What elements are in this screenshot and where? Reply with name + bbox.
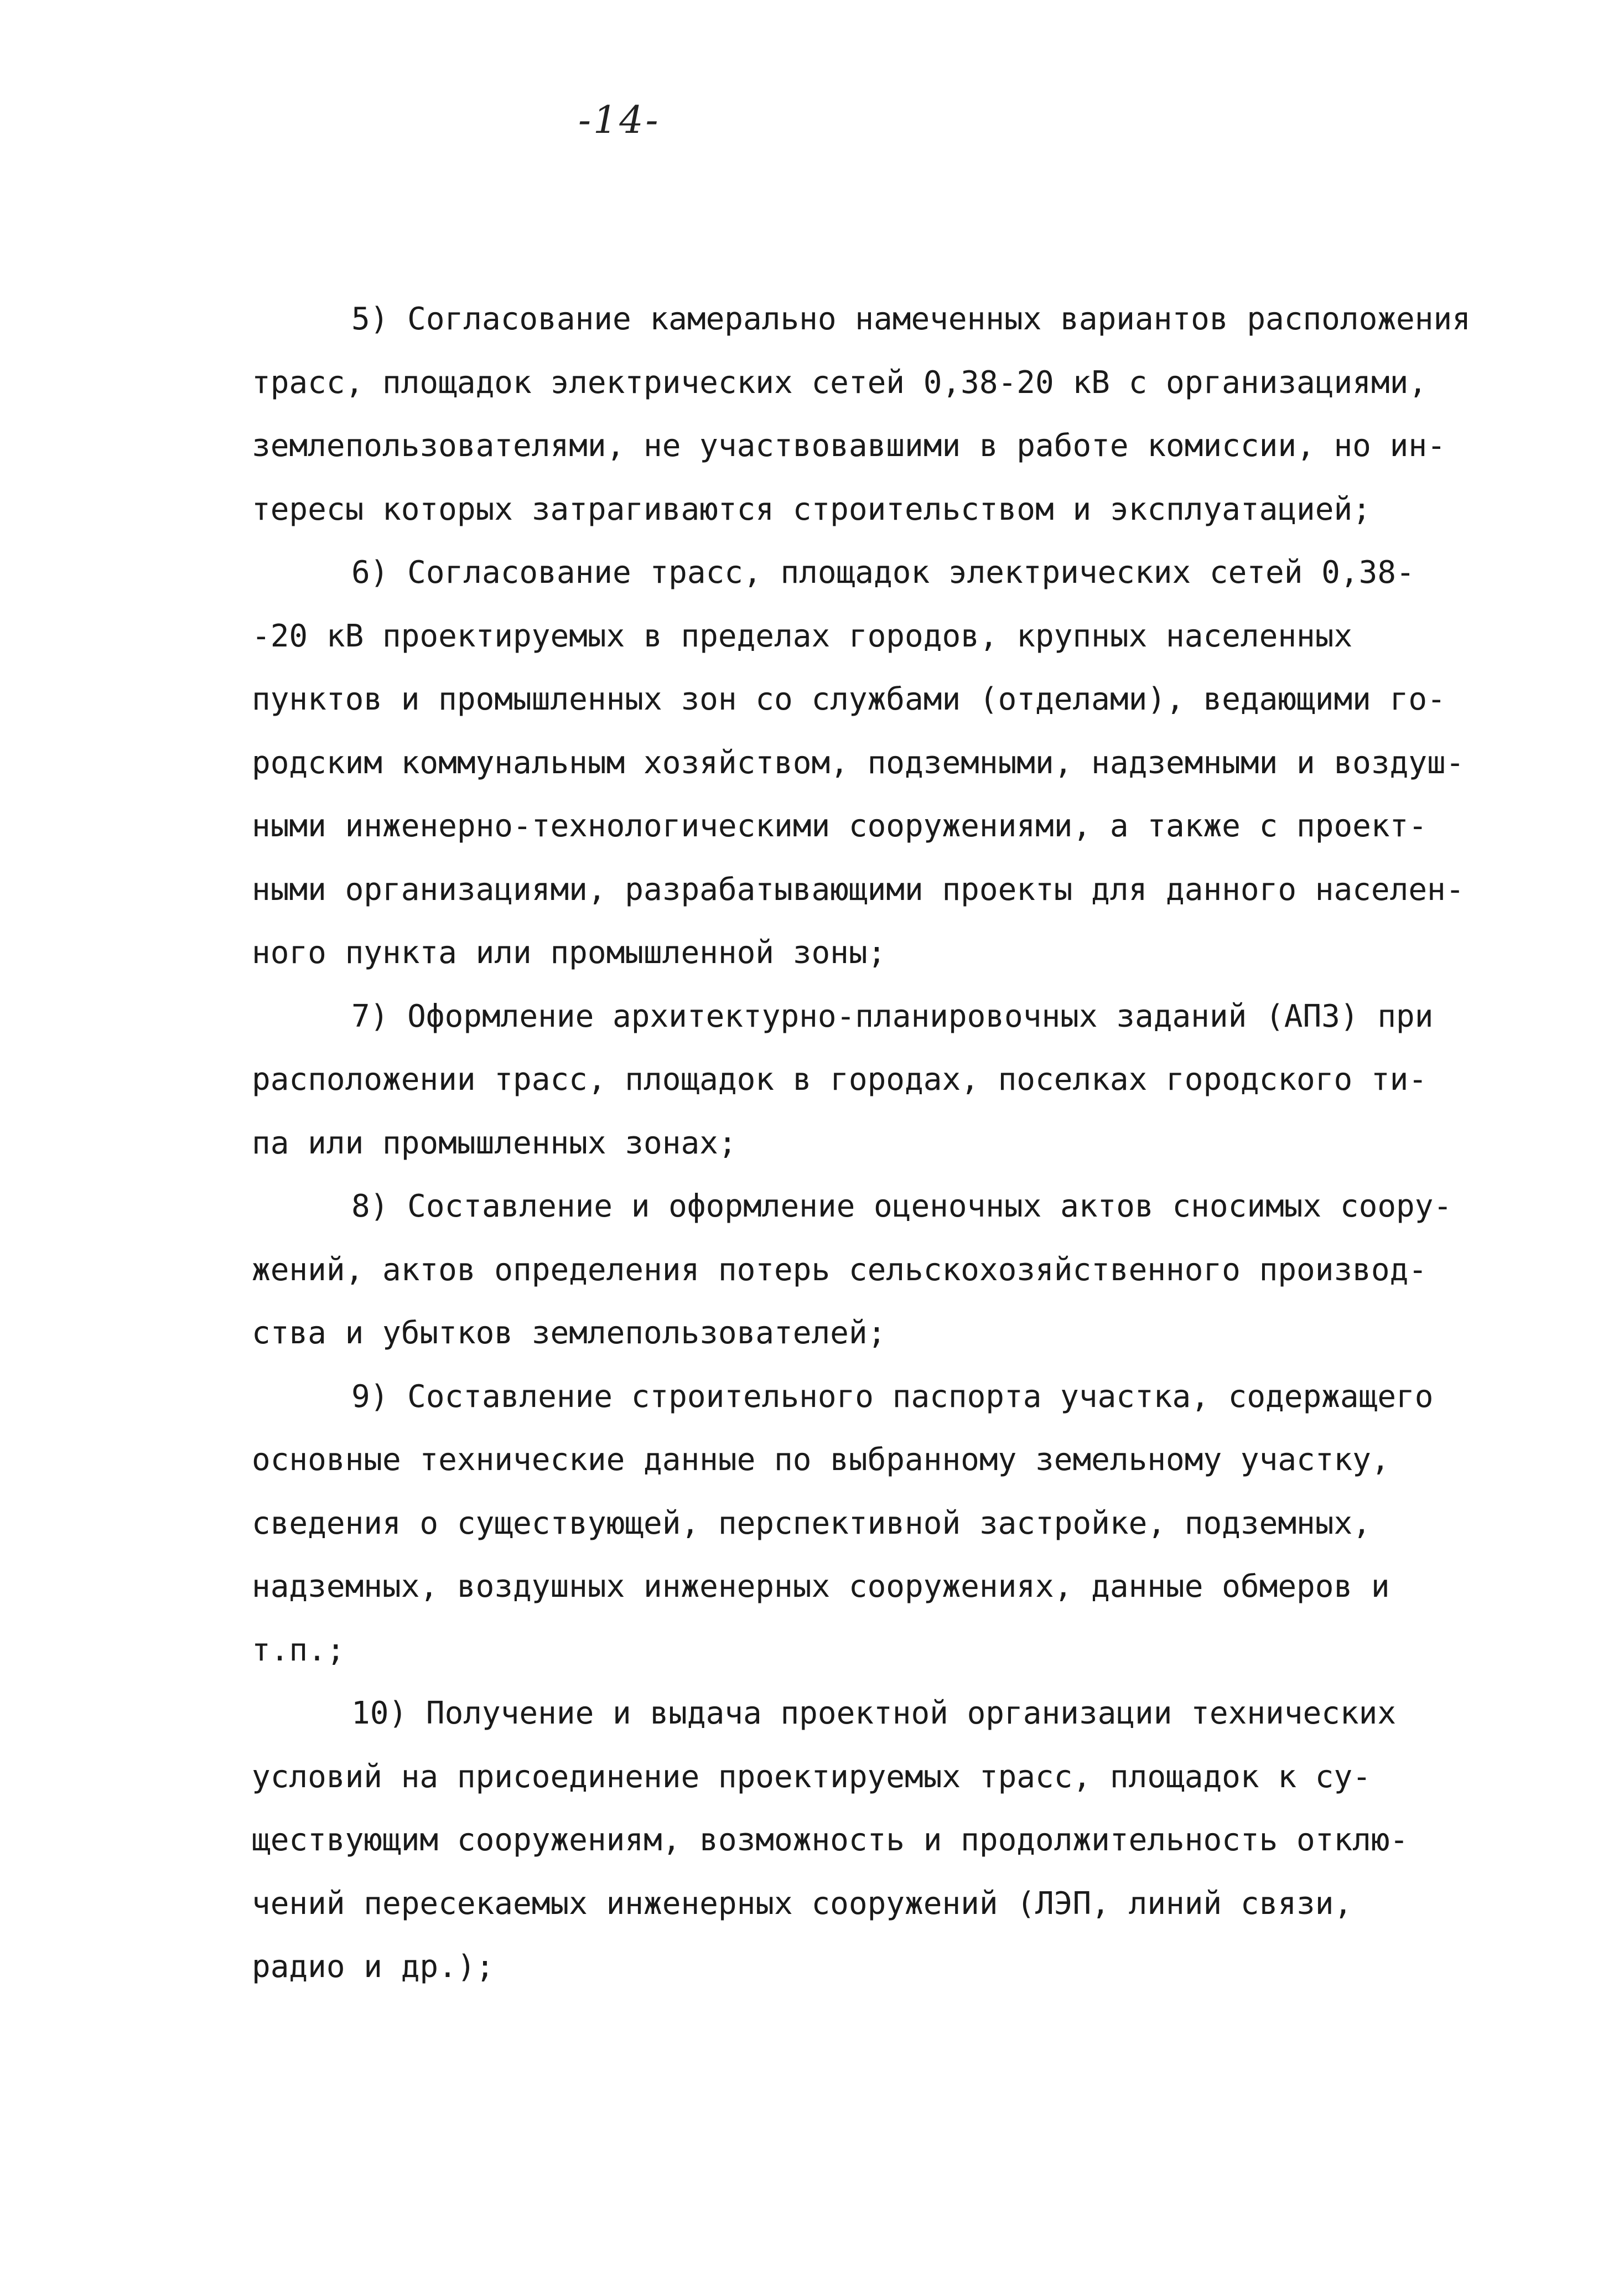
text-line: жений, актов определения потерь сельскохозяйственного производ- — [252, 1251, 1428, 1288]
paragraph-9 — [252, 1365, 1566, 1683]
text-line: 5) Согласование камерально намеченных вариантов расположения — [351, 301, 1471, 337]
paragraph-8 — [252, 1175, 1566, 1365]
text-line: расположении трасс, площадок в городах, поселках городского ти- — [252, 1062, 1428, 1098]
text-line: 6) Согласование трасс, площадок электрических сетей 0,38- — [351, 555, 1415, 591]
text-line: трасс, площадок электрических сетей 0,38-20 кВ с организациями, — [252, 364, 1428, 401]
text-line: -20 кВ проектируемых в пределах городов, крупных населенных — [252, 618, 1353, 654]
text-line: родским коммунальным хозяйством, подземными, надземными и воздуш- — [252, 744, 1465, 781]
text-line: 9) Составление строительного паспорта участка, содержащего — [351, 1378, 1434, 1415]
document-body — [252, 288, 1566, 1999]
text-line: надземных, воздушных инженерных сооружениях, данные обмеров и — [252, 1569, 1390, 1605]
text-line: 10) Получение и выдача проектной организации технических — [351, 1695, 1397, 1731]
text-line: чений пересекаемых инженерных сооружений (ЛЭП, линий связи, — [252, 1885, 1353, 1922]
text-line: землепользователями, не участвовавшими в работе комиссии, но ин- — [252, 428, 1446, 464]
text-line: основные технические данные по выбранному земельному участку, — [252, 1442, 1390, 1478]
paragraph-6 — [252, 541, 1566, 985]
page-number: -14- — [578, 99, 661, 142]
paragraph-10 — [252, 1682, 1566, 1999]
text-line: ства и убытков землепользователей; — [252, 1315, 886, 1351]
text-line: тересы которых затрагиваются строительством и эксплуатацией; — [252, 491, 1371, 527]
text-line: ществующим сооружениям, возможность и продолжительность отклю- — [252, 1822, 1409, 1858]
text-line: ными инженерно-технологическими сооружениями, а также с проект- — [252, 808, 1428, 844]
text-line: 8) Составление и оформление оценочных актов сносимых соору- — [351, 1188, 1452, 1224]
text-line: па или промышленных зонах; — [252, 1125, 737, 1161]
paragraph-5 — [252, 288, 1566, 541]
paragraph-7 — [252, 985, 1566, 1176]
text-line: условий на присоединение проектируемых трасс, площадок к су- — [252, 1758, 1371, 1795]
text-line: пунктов и промышленных зон со службами (отделами), ведающими го- — [252, 681, 1446, 717]
text-line: т.п.; — [252, 1632, 345, 1668]
text-line: ными организациями, разрабатывающими проекты для данного населен- — [252, 871, 1465, 908]
text-line: радио и др.); — [252, 1949, 495, 1985]
text-line: 7) Оформление архитектурно-планировочных заданий (АПЗ) при — [351, 998, 1434, 1034]
text-line: ного пункта или промышленной зоны; — [252, 935, 886, 971]
text-line: сведения о существующей, перспективной застройке, подземных, — [252, 1505, 1371, 1541]
